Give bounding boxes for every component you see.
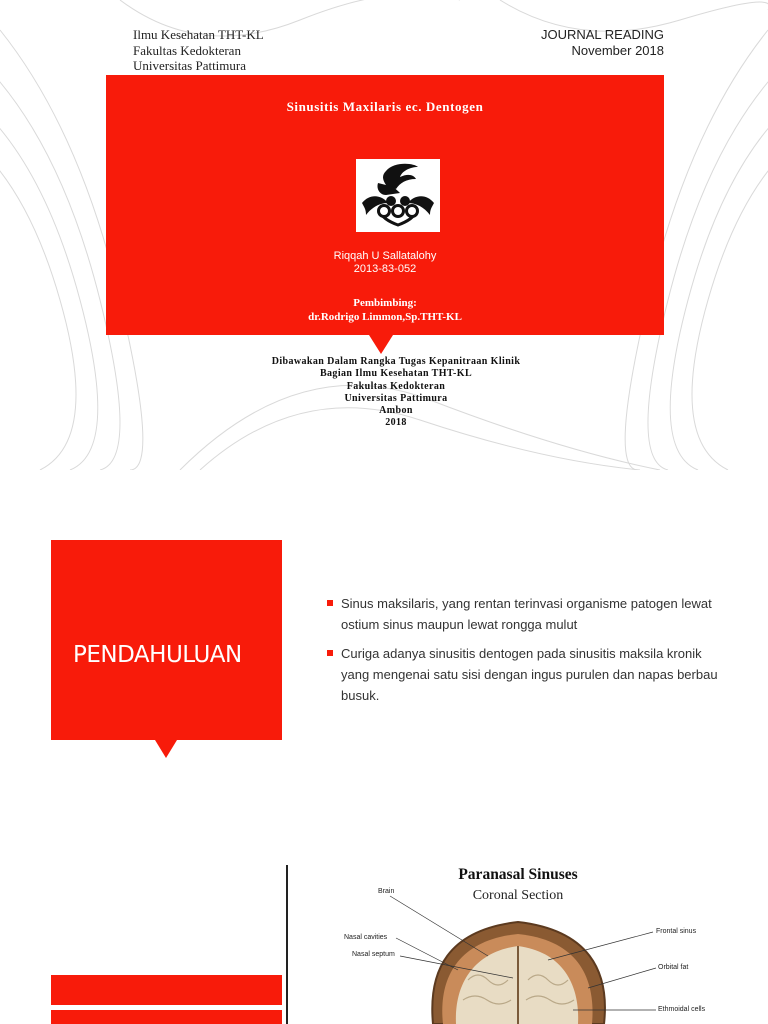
bullet-square-icon <box>327 650 333 656</box>
university-emblem-icon <box>356 159 440 232</box>
label-brain: Brain <box>378 888 395 895</box>
bullet-square-icon <box>327 600 333 606</box>
author-block <box>106 250 664 276</box>
context-line: Bagian Ilmu Kesehatan THT-KL <box>319 368 473 380</box>
title-slide <box>0 0 768 470</box>
institution-line: Fakultas Kedokteran <box>133 42 241 58</box>
anatomy-slide <box>0 860 768 1024</box>
label-ethmoidal-cells: Ethmoidal cells <box>658 1006 706 1013</box>
context-line: Fakultas Kedokteran <box>346 380 446 392</box>
section-title-panel <box>51 975 282 1005</box>
slide-divider-line <box>286 865 288 1024</box>
list-item <box>327 593 727 635</box>
figure-subtitle: Coronal Section <box>472 888 564 903</box>
context-line: Universitas Pattimura <box>344 392 448 404</box>
institution-header <box>133 27 264 74</box>
skull-coronal-section-illustration <box>338 860 718 1024</box>
paranasal-sinus-figure <box>338 860 718 1024</box>
context-line: Dibawakan Dalam Rangka Tugas Kepanitraan Klinik <box>271 356 521 367</box>
title-panel-pointer <box>369 335 393 354</box>
bullet-text: Sinus maksilaris, yang rentan terinvasi organisme patogen lewat ostium sinus maupun lewat rongga mulut <box>341 596 712 632</box>
document-type: JOURNAL READING <box>540 27 664 42</box>
title-panel <box>106 75 664 335</box>
label-frontal-sinus: Frontal sinus <box>656 928 697 935</box>
supervisor-label: Pembimbing: <box>353 297 417 309</box>
supervisor-block <box>106 296 664 324</box>
list-item <box>327 643 727 706</box>
label-orbital-fat: Orbital fat <box>658 964 689 971</box>
presentation-context <box>0 356 768 430</box>
introduction-bullets <box>327 593 727 714</box>
author-id: 2013-83-052 <box>353 263 417 275</box>
section-title: PENDAHULUAN <box>73 642 242 668</box>
document-type-header <box>541 27 664 58</box>
section-title-panel <box>51 540 282 740</box>
institution-line: Ilmu Kesehatan THT-KL <box>133 27 264 42</box>
introduction-slide <box>0 470 768 840</box>
label-nasal-septum: Nasal septum <box>352 951 395 958</box>
presentation-title: Sinusitis Maxilaris ec. Dentogen <box>286 99 484 114</box>
section-title-panel <box>51 1010 282 1024</box>
section-title-pointer <box>155 740 177 758</box>
bullet-text: Curiga adanya sinusitis dentogen pada sinusitis maksila kronik yang mengenai satu sisi dengan ingus purulen dan napas berbau busuk. <box>341 646 718 703</box>
context-line: Ambon <box>379 405 413 417</box>
supervisor-name: dr.Rodrigo Limmon,Sp.THT-KL <box>308 311 462 323</box>
author-name: Riqqah U Sallatalohy <box>333 250 437 262</box>
label-nasal-cavities: Nasal cavities <box>344 934 388 941</box>
figure-title: Paranasal Sinuses <box>458 866 578 883</box>
context-line: 2018 <box>385 417 407 429</box>
institution-line: Universitas Pattimura <box>133 58 247 73</box>
document-date: November 2018 <box>571 42 664 58</box>
